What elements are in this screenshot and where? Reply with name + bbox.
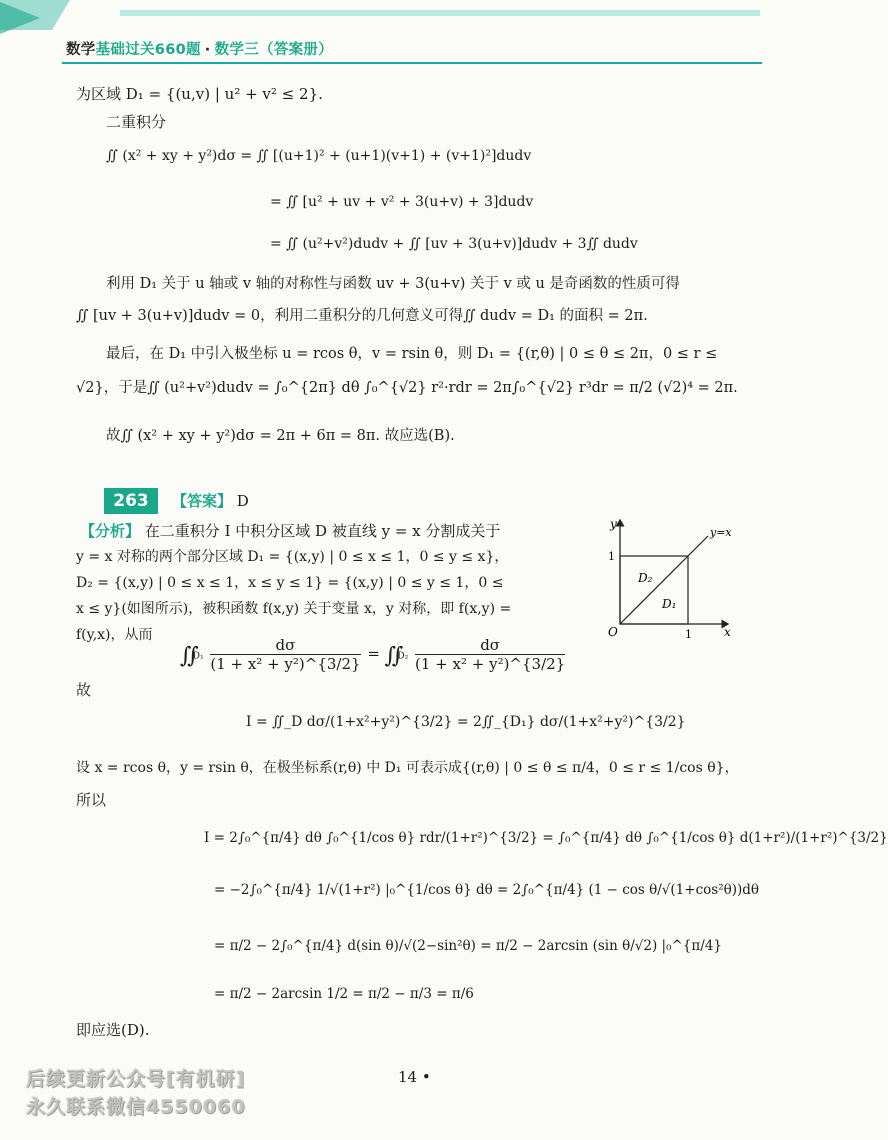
page-number-value: 14	[398, 1068, 418, 1086]
analysis-label: 【分析】	[80, 522, 141, 540]
answer-value: D	[236, 492, 249, 510]
watermark-line-2: 永久联系微信4550060	[26, 1096, 246, 1118]
subscript-d1: D₁	[192, 651, 204, 662]
analysis-line-2: y = x 对称的两个部分区域 D₁ = {(x,y) | 0 ≤ x ≤ 1，0 ≤ y ≤ x}，	[76, 549, 509, 565]
calc-line-2: = −2∫₀^{π/4} 1/√(1+r²) |₀^{1/cos θ} dθ = 2∫₀^{π/4} (1 − cos θ/√(1+cos²θ))dθ	[214, 882, 760, 898]
y-tick-1: 1	[608, 550, 615, 563]
paragraph-2-line-1: 最后，在 D₁ 中引入极坐标 u = rcos θ，v = rsin θ，则 D₁ = {(r,θ) | 0 ≤ θ ≤ 2π，0 ≤ r ≤	[106, 346, 718, 362]
fraction-right-den: (1 + x² + y²)^{3/2}	[415, 655, 566, 673]
page-number-dot: •	[421, 1068, 431, 1086]
region-definition-line: 为区域 D₁ = {(u,v) | u² + v² ≤ 2}.	[76, 85, 323, 103]
double-integral-symbol: ∬	[180, 643, 193, 669]
I-equation: I = ∬_D dσ/(1+x²+y²)^{3/2} = 2∬_{D₁} dσ/(1+x²+y²)^{3/2}	[246, 714, 686, 730]
fraction-left	[210, 636, 360, 673]
header-title-part1: 数学	[66, 42, 96, 58]
double-integral-symbol-2: ∬	[384, 643, 398, 669]
answer-label: 【答案】	[172, 492, 233, 510]
analysis-line-3: D₂ = {(x,y) | 0 ≤ x ≤ 1，x ≤ y ≤ 1} = {(x,y) | 0 ≤ y ≤ 1，0 ≤	[76, 575, 504, 591]
equation-3: = ∬ (u²+v²)dudv + ∬ [uv + 3(u+v)]dudv + 3∬ dudv	[270, 236, 638, 252]
word-gu: 故	[76, 681, 92, 699]
paragraph-3: 故∬ (x² + xy + y²)dσ = 2π + 6π = 8π. 故应选(B).	[106, 428, 455, 444]
calc-line-4: = π/2 − 2arcsin 1/2 = π/2 − π/3 = π/6	[214, 986, 474, 1002]
conclusion: 即应选(D).	[76, 1021, 150, 1039]
x-tick-1: 1	[685, 628, 692, 641]
header-title-part3: 数学三（答案册）	[214, 42, 333, 58]
region-diagram	[582, 512, 742, 642]
polar-substitution-line: 设 x = rcos θ，y = rsin θ，在极坐标系(r,θ) 中 D₁ 可表示成{(r,θ) | 0 ≤ θ ≤ π/4，0 ≤ r ≤ 1/cos θ}，	[76, 760, 739, 776]
header-rule	[62, 62, 762, 64]
analysis-line-1	[80, 521, 500, 541]
line-label: y=x	[710, 526, 732, 539]
answer-line	[172, 491, 249, 511]
paragraph-1-line-2: ∬ [uv + 3(u+v)]dudv = 0，利用二重积分的几何意义可得∬ dudv = D₁ 的面积 = 2π.	[76, 308, 648, 324]
origin-label: O	[608, 625, 618, 639]
paragraph-2-line-2: √2}，于是∬ (u²+v²)dudv = ∫₀^{2π} dθ ∫₀^{√2} r²·rdr = 2π∫₀^{√2} r³dr = π/2 (√2)⁴ = 2π.	[76, 380, 738, 396]
subscript-d2: D₂	[397, 651, 409, 662]
y-axis-label: y	[610, 517, 617, 531]
x-axis-label: x	[724, 625, 731, 639]
section-heading: 二重积分	[106, 113, 167, 131]
fraction-left-den: (1 + x² + y²)^{3/2}	[210, 655, 361, 673]
region-d1-label: D₁	[662, 597, 677, 611]
paragraph-1-line-1: 利用 D₁ 关于 u 轴或 v 轴的对称性与函数 uv + 3(u+v) 关于 v 或 u 是奇函数的性质可得	[106, 276, 680, 292]
symmetry-equation: ∬D₁ $\frac{d\sigma}{\text{(1 + x² + y²)\textasciicircum{}\{3/2\}}}$ = ∬D₂ $\frac{d\sigma}{\text{(1 + x² + y²)\textasciicircum{}\{3/2\}}}$	[180, 636, 566, 673]
watermark-line-1: 后续更新公众号[有机研]	[26, 1068, 246, 1090]
calc-line-1: I = 2∫₀^{π/4} dθ ∫₀^{1/cos θ} rdr/(1+r²)^{3/2} = ∫₀^{π/4} dθ ∫₀^{1/cos θ} d(1+r²)/(1+r²)^{3/2}	[204, 830, 888, 846]
equation-1: ∬ (x² + xy + y²)dσ = ∬ [(u+1)² + (u+1)(v+1) + (v+1)²]dudv	[106, 148, 532, 164]
word-suoyi: 所以	[76, 791, 107, 809]
equation-2: = ∬ [u² + uv + v² + 3(u+v) + 3]dudv	[270, 194, 534, 210]
header-title-part2: 基础过关660题	[95, 42, 201, 58]
fraction-left-num: dσ	[210, 636, 360, 655]
analysis-line-5: f(y,x)，从而	[76, 627, 153, 643]
region-d2-label: D₂	[638, 571, 653, 585]
running-header	[66, 38, 333, 59]
page-number	[398, 1068, 431, 1086]
analysis-text-1: 在二重积分 I 中积分区域 D 被直线 y = x 分割成关于	[144, 522, 501, 540]
fraction-right	[415, 636, 565, 673]
problem-number-badge: 263	[104, 488, 158, 514]
header-separator: ·	[204, 42, 211, 58]
analysis-line-4: x ≤ y}(如图所示)，被积函数 f(x,y) 关于变量 x，y 对称，即 f(x,y) =	[76, 601, 512, 617]
fraction-right-num: dσ	[415, 636, 565, 655]
calc-line-3: = π/2 − 2∫₀^{π/4} d(sin θ)/√(2−sin²θ) = π/2 − 2arcsin (sin θ/√2) |₀^{π/4}	[214, 938, 722, 954]
